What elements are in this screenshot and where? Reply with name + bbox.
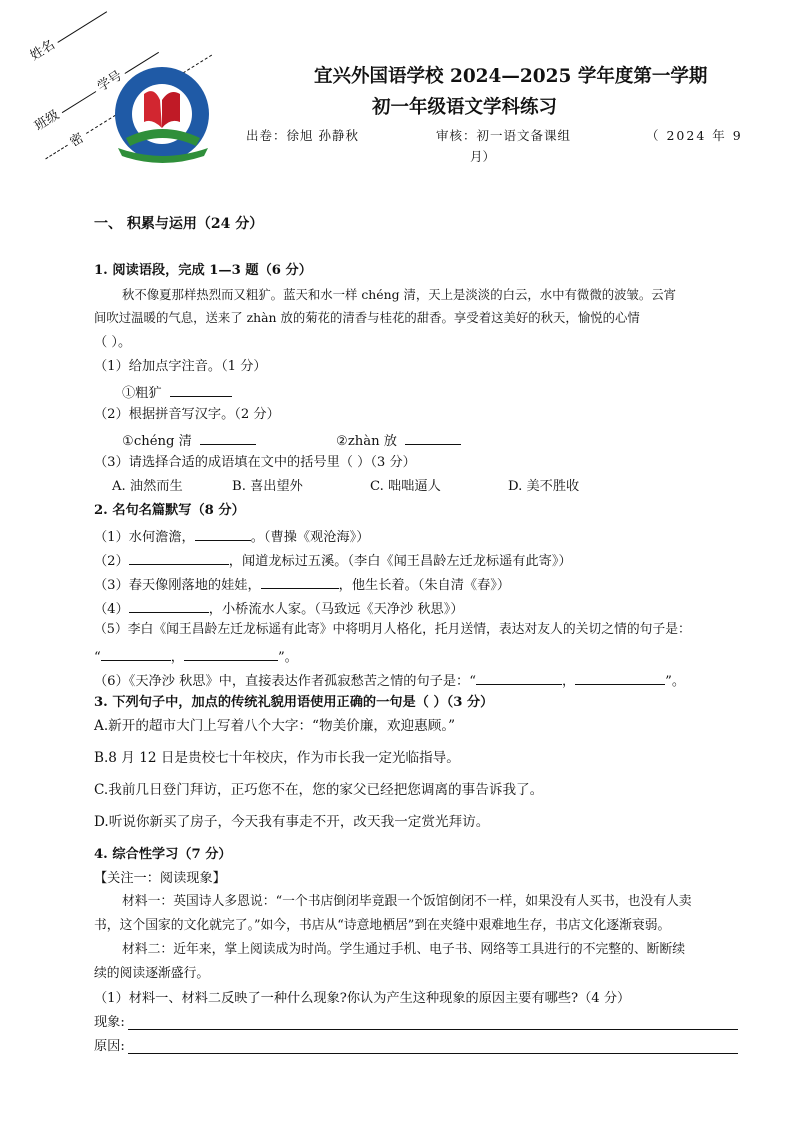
- date-line: （ 2024 年 9: [646, 128, 743, 143]
- q2-title: 2. 名句名篇默写（8 分）: [94, 503, 245, 518]
- q1-sub1-item: [122, 384, 232, 400]
- answer-blank[interactable]: [184, 648, 278, 661]
- q1-passage-line: 间吹过温暖的气息，送来了 zhàn 放的菊花的清香与桂花的甜香。享受着这美好的秋天，愉悦的心情: [94, 310, 640, 325]
- q3-option: A.新开的超市大门上写着八个大字：“物美价廉，欢迎惠顾。”: [94, 718, 456, 734]
- q2-line: （5）李白《闻王昌龄左迁龙标遥有此寄》中将明月人格化，托月送情，表达对友人的关切之情的句子是：: [94, 622, 691, 637]
- answer-blank[interactable]: [405, 432, 461, 445]
- date-line-cont: 月）: [470, 149, 496, 164]
- q3-title: 3. 下列句子中，加点的传统礼貌用语使用正确的一句是（ ）（3 分）: [94, 695, 494, 710]
- phenomenon-label: 现象:: [94, 1015, 125, 1030]
- q1-sub1: （1）给加点字注音。（1 分）: [94, 359, 267, 374]
- q4-sub1: （1）材料一、材料二反映了一种什么现象?你认为产生这种现象的原因主要有哪些?（4 分）: [94, 991, 631, 1006]
- q2-text: ，: [561, 674, 576, 689]
- logo-emblem-icon: [104, 64, 220, 170]
- reason-label: 原因:: [94, 1039, 125, 1054]
- seal-char: 密: [67, 130, 87, 151]
- q2-text: ，小桥流水人家。（马致远《天净沙 秋思》）: [208, 602, 464, 617]
- school-logo: [104, 64, 220, 170]
- q2-text: ，闻道龙标过五溪。（李白《闻王昌龄左迁龙标遥有此寄》）: [228, 554, 572, 569]
- q2-text: （6）《天净沙 秋思》中，直接表达作者孤寂愁苦之情的句子是：“: [94, 674, 476, 689]
- class-field[interactable]: [62, 91, 96, 113]
- q1-option: C. 咄咄逼人: [370, 479, 441, 494]
- q1-title: 1. 阅读语段，完成 1—3 题（6 分）: [94, 263, 312, 278]
- class-label: 班级: [32, 107, 63, 135]
- q2-text: “: [94, 650, 101, 665]
- q4-material: 材料二：近年来，掌上阅读成为时尚。学生通过手机、电子书、网络等工具进行的不完整的、断断续: [122, 942, 686, 957]
- id-label: 学号: [94, 68, 125, 95]
- q4-material: 书，这个国家的文化就完了。”如今，书店从“诗意地栖居”到在夹缝中艰难地生存，书店文化逐渐衰弱。: [94, 918, 671, 933]
- answer-blank[interactable]: [476, 672, 562, 685]
- q2-line: [94, 552, 572, 568]
- q2-line: [94, 600, 464, 616]
- q4-focus: 【关注一：阅读现象】: [94, 871, 226, 886]
- q2-text: （3）春天像刚落地的娃娃，: [94, 578, 261, 593]
- q2-line: [94, 672, 685, 688]
- q2-text: ，他生长着。（朱自清《春》）: [338, 578, 511, 593]
- q2-text: （4）: [94, 602, 129, 617]
- author-line: 出卷：徐旭 孙静秋: [246, 128, 359, 143]
- q2-line: [94, 528, 369, 544]
- q2-text: （1）水何澹澹，: [94, 530, 195, 545]
- q1-passage-line: （ ）。: [94, 335, 132, 350]
- answer-blank[interactable]: [129, 600, 209, 613]
- q2-text: ，: [170, 650, 184, 665]
- answer-blank[interactable]: [129, 552, 229, 565]
- q2-line: [94, 576, 510, 592]
- name-field[interactable]: [57, 11, 107, 43]
- answer-blank[interactable]: [575, 672, 665, 685]
- doc-subtitle: 初一年级语文学科练习: [372, 97, 558, 118]
- q2-text: ”。: [277, 650, 298, 665]
- q2-text: 。（曹操《观沧海》）: [250, 530, 370, 545]
- q2-text: ”。: [665, 674, 686, 689]
- phenomenon-answer-line[interactable]: [128, 1029, 738, 1030]
- answer-blank[interactable]: [170, 384, 232, 397]
- answer-blank[interactable]: [200, 432, 256, 445]
- q1-sub2-item: [336, 432, 461, 448]
- doc-title: 宜兴外国语学校 2024—2025 学年度第一学期: [314, 66, 708, 87]
- reason-answer-line[interactable]: [128, 1053, 738, 1054]
- q2-text: （2）: [94, 554, 129, 569]
- q3-option: B.8 月 12 日是贵校七十年校庆，作为市长我一定光临指导。: [94, 750, 460, 766]
- name-label: 姓名: [27, 37, 58, 64]
- section-title: 一、 积累与运用（24 分）: [94, 216, 264, 232]
- q1-sub1-label: ①粗犷: [122, 386, 162, 401]
- q4-title: 4. 综合性学习（7 分）: [94, 847, 232, 862]
- q1-sub2: （2）根据拼音写汉字。（2 分）: [94, 407, 280, 422]
- answer-blank[interactable]: [195, 528, 251, 541]
- q1-sub2-label: ①chéng 清: [122, 434, 192, 449]
- q4-material: 续的阅读逐渐盛行。: [94, 966, 210, 981]
- q3-option: C.我前几日登门拜访，正巧您不在，您的家父已经把您调离的事告诉我了。: [94, 782, 544, 798]
- q3-option: D.听说你新买了房子，今天我有事走不开，改天我一定赏光拜访。: [94, 814, 490, 830]
- q1-sub3: （3）请选择合适的成语填在文中的括号里（ ）（3 分）: [94, 455, 416, 470]
- q2-line: [94, 648, 298, 664]
- q4-material: 材料一：英国诗人多恩说：“一个书店倒闭毕竟跟一个饭馆倒闭不一样，如果没有人买书，也没有人卖: [122, 894, 692, 909]
- answer-blank[interactable]: [101, 648, 171, 661]
- q1-passage-line: 秋不像夏那样热烈而又粗犷。蓝天和水一样 chéng 清，天上是淡淡的白云，水中有微微的波皱。云宵: [122, 287, 677, 302]
- q1-option: D. 美不胜收: [508, 479, 580, 494]
- seal-dash: [45, 145, 68, 160]
- q1-sub2-label: ②zhàn 放: [336, 434, 397, 449]
- q1-option: B. 喜出望外: [232, 479, 303, 494]
- reviewer-line: 审核：初一语文备课组: [436, 128, 572, 143]
- q1-sub2-item: [122, 432, 256, 448]
- answer-blank[interactable]: [261, 576, 339, 589]
- q1-option: A. 油然而生: [112, 479, 183, 494]
